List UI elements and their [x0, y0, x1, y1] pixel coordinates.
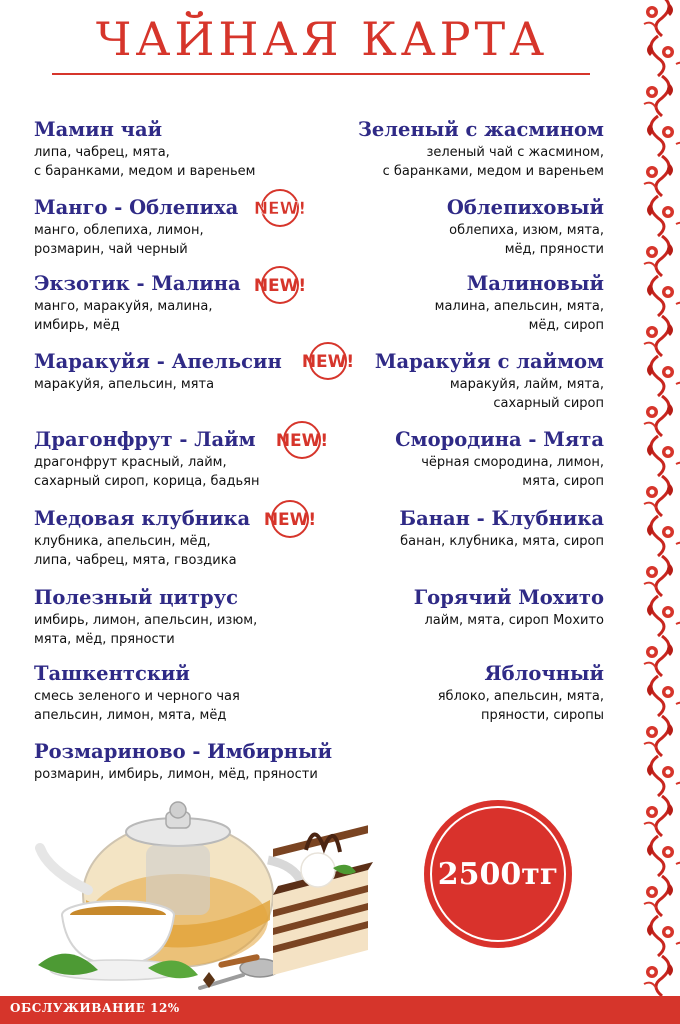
tea-description: маракуйя, апельсин, мята [34, 377, 215, 392]
tea-description: манго, маракуйя, малина, имбирь, мёд [34, 299, 213, 333]
price-badge [424, 800, 572, 948]
tea-name: Смородина - Мята [395, 428, 604, 451]
new-badge-text: NEW! [275, 431, 329, 451]
new-badge-text: NEW! [253, 199, 307, 219]
tea-description: смесь зеленого и черного чая апельсин, лимон, мята, мёд [34, 689, 240, 723]
footer-bar [0, 996, 680, 1024]
tea-item-oblepikhovy [274, 196, 604, 259]
floral-ornament-border [640, 0, 680, 1000]
tea-description: клубника, апельсин, мёд, липа, чабрец, мята, гвоздика [34, 534, 237, 568]
tea-name: Малиновый [466, 272, 604, 295]
tea-name: Розмариново - Имбирный [34, 740, 333, 763]
new-badge-text: NEW! [301, 352, 355, 372]
tea-description: манго, облепиха, лимон, розмарин, чай черный [34, 223, 204, 257]
tea-item-yablochny [274, 662, 604, 725]
tea-description: маракуйя, лайм, мята, сахарный сироп [449, 377, 604, 411]
tea-description: зеленый чай с жасмином, с баранками, медом и вареньем [382, 145, 604, 179]
tea-name: Банан - Клубника [399, 507, 604, 530]
tea-description: лайм, мята, сироп Мохито [424, 613, 604, 628]
tea-name: Облепиховый [446, 196, 604, 219]
tea-description: имбирь, лимон, апельсин, изюм, мята, мёд, пряности [34, 613, 258, 647]
tea-name: Маракуйя с лаймом [374, 350, 604, 373]
tea-description: малина, апельсин, мята, мёд, сироп [434, 299, 604, 333]
tea-item-malinovy [274, 272, 604, 335]
tea-description: яблоко, апельсин, мята, пряности, сиропы [437, 689, 604, 723]
teapot-cake-illustration [28, 800, 388, 996]
tea-name: Мамин чай [34, 118, 163, 141]
tea-name: Зеленый с жасмином [357, 118, 604, 141]
tea-item-marakuyya-laim [274, 350, 604, 413]
new-badge-text: NEW! [263, 510, 317, 530]
tea-name: Маракуйя - Апельсин [34, 350, 282, 373]
tea-name: Ташкентский [34, 662, 190, 685]
tea-item-zeleny-zhasmin [274, 118, 604, 181]
tea-description: банан, клубника, мята, сироп [400, 534, 604, 549]
tea-item-rozmarinovo-imbirny [34, 740, 394, 784]
tea-item-goryachy-mokhito [274, 586, 604, 630]
new-badge-text: NEW! [253, 276, 307, 296]
tea-name: Полезный цитрус [34, 586, 239, 609]
title-underline [52, 73, 590, 75]
tea-item-banan-klubnika [274, 507, 604, 551]
tea-name: Манго - Облепиха [34, 196, 239, 219]
tea-description: розмарин, имбирь, лимон, мёд, пряности [34, 767, 318, 782]
tea-name: Горячий Мохито [413, 586, 604, 609]
tea-name: Медовая клубника [34, 507, 251, 530]
service-charge-text: ОБСЛУЖИВАНИЕ 12% [10, 1001, 180, 1015]
tea-name: Драгонфрут - Лайм [34, 428, 256, 451]
tea-description: липа, чабрец, мята, с баранками, медом и вареньем [34, 145, 256, 179]
tea-item-smorodina-myata [274, 428, 604, 491]
tea-description: драгонфрут красный, лайм, сахарный сироп, корица, бадьян [34, 455, 260, 489]
tea-description: облепиха, изюм, мята, мёд, пряности [449, 223, 604, 257]
tea-name: Экзотик - Малина [34, 272, 241, 295]
tea-name: Яблочный [484, 662, 604, 685]
menu-title: ЧАЙНАЯ КАРТА [95, 12, 549, 66]
tea-description: чёрная смородина, лимон, мята, сироп [421, 455, 604, 489]
price-text: 2500тг [437, 856, 559, 892]
